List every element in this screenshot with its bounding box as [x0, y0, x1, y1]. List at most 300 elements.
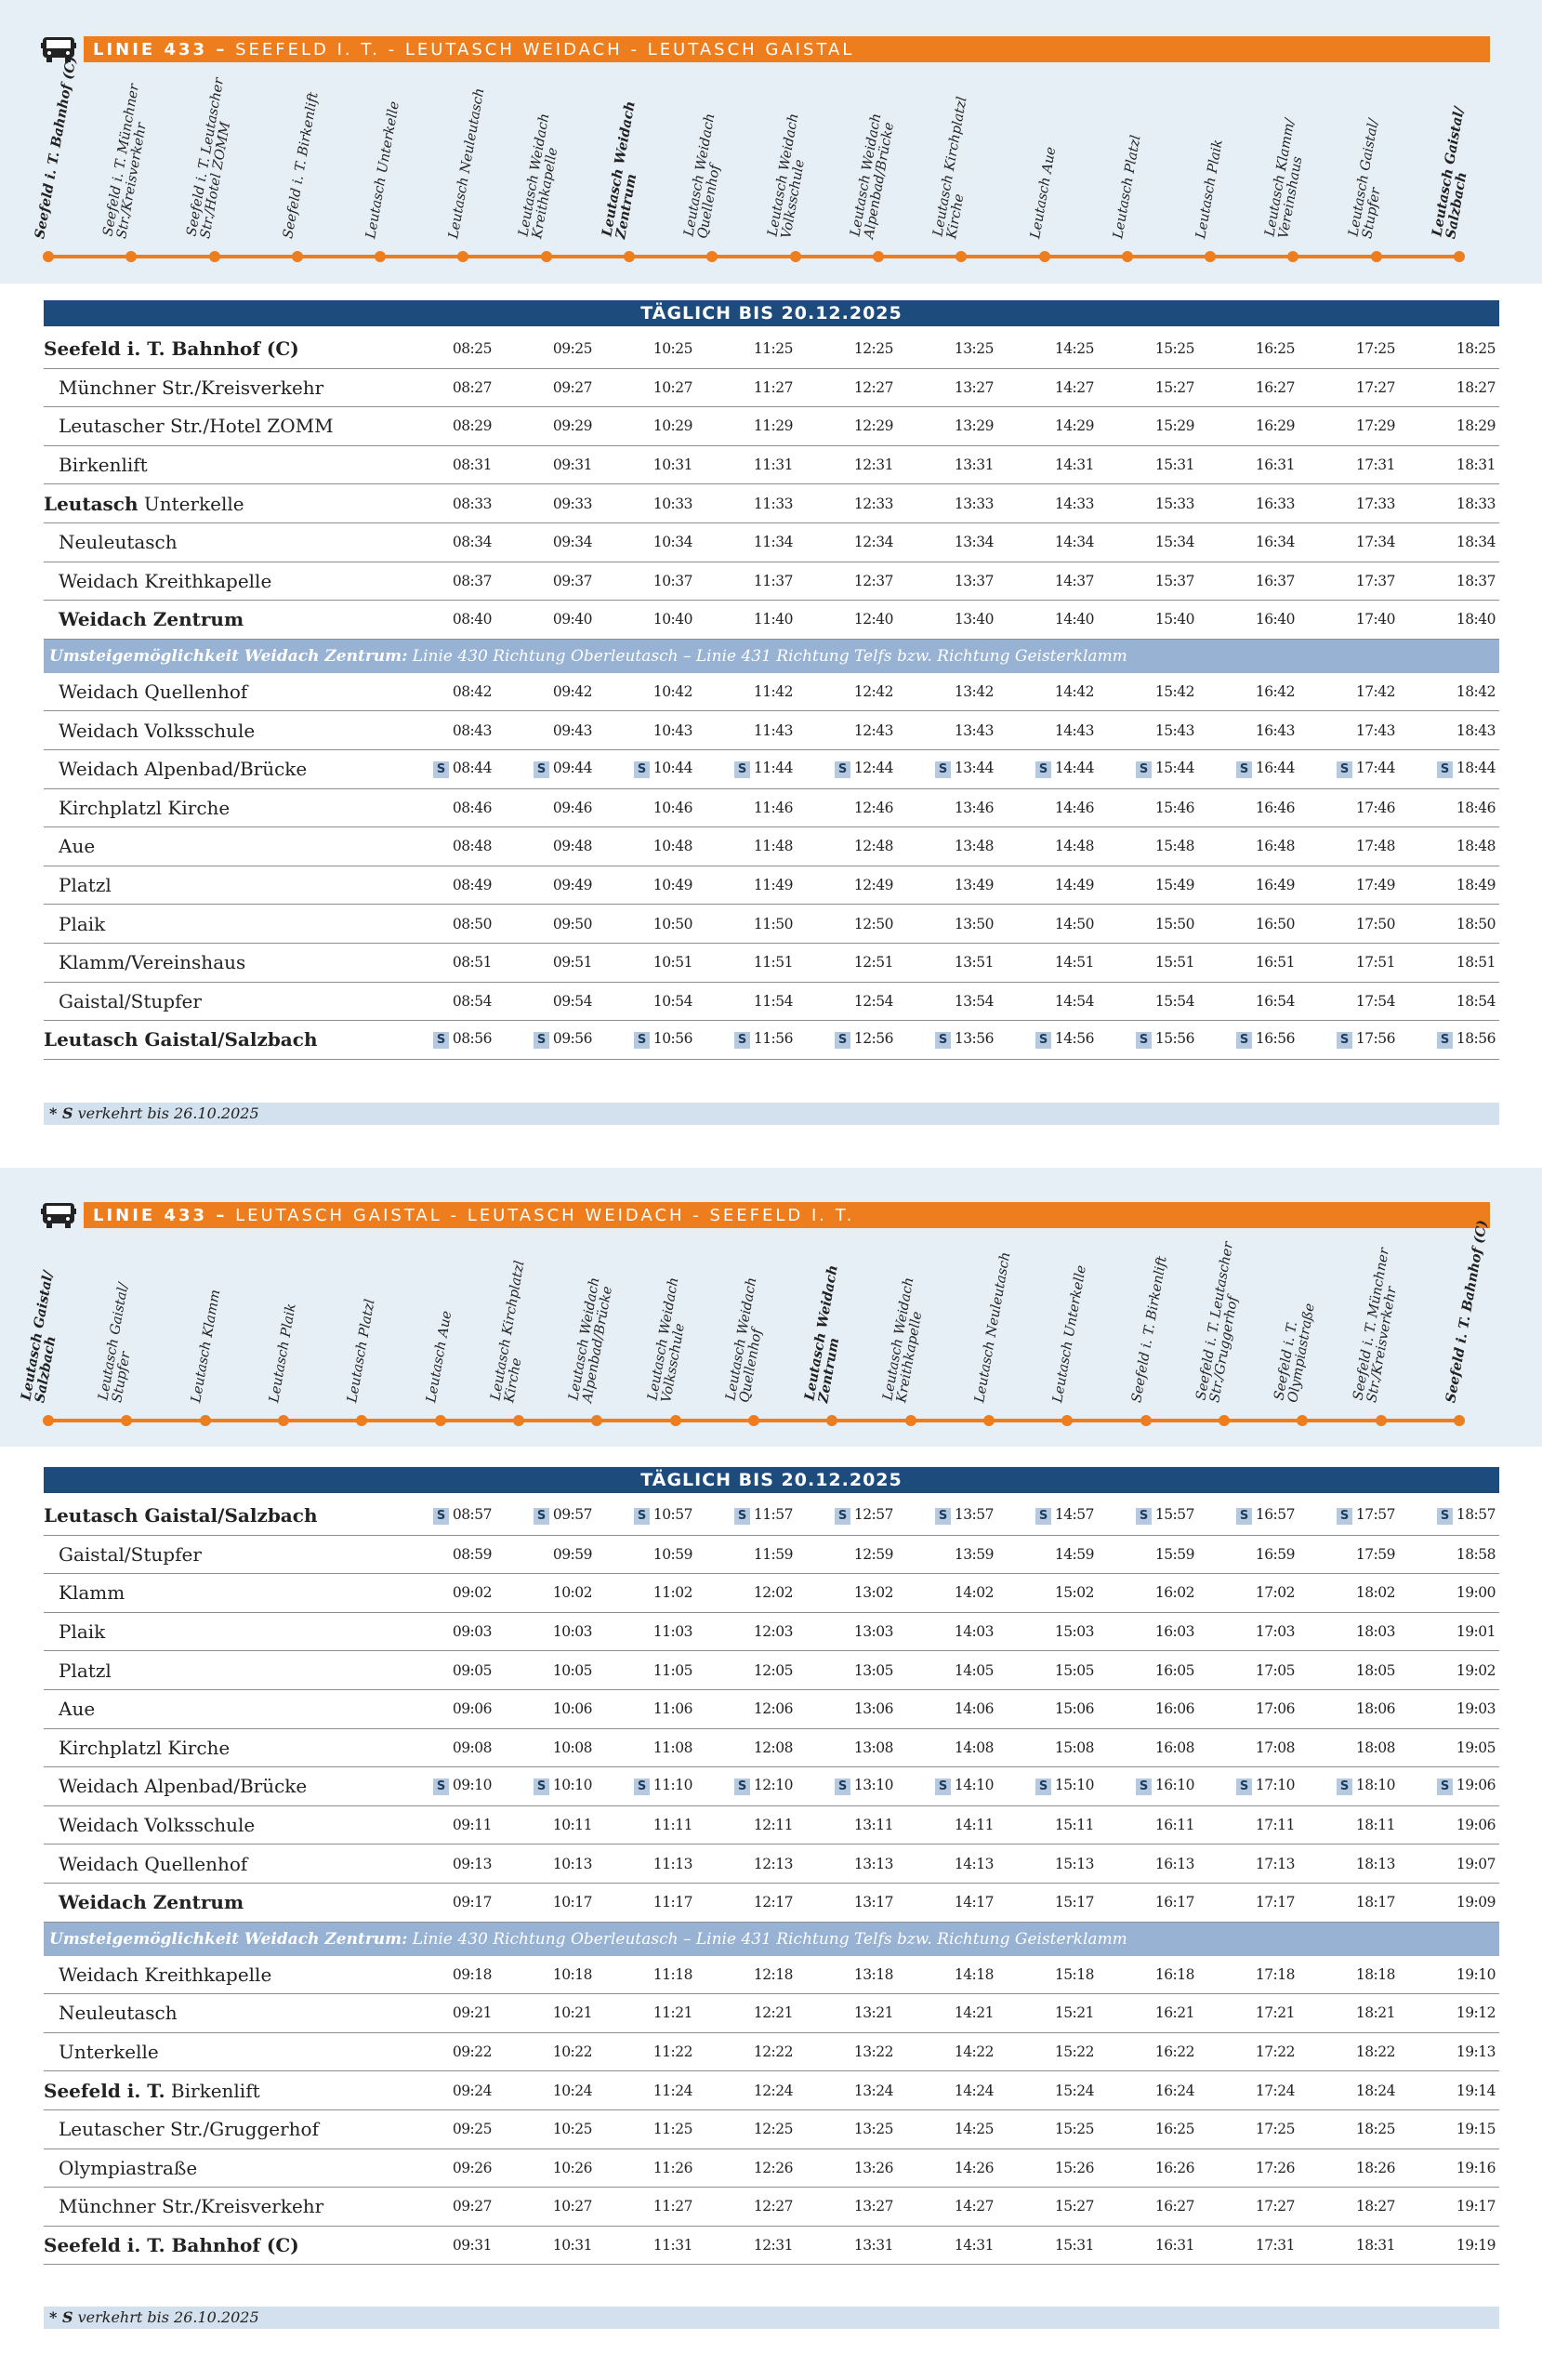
time-cell [696, 827, 797, 866]
departure-time: 11:31 [652, 2236, 692, 2254]
stop-name-bold: Leutasch Gaistal/Salzbach [44, 1504, 318, 1527]
time-cell [797, 1612, 897, 1651]
departure-time: 09:18 [452, 1965, 492, 1983]
departure-time: 12:54 [853, 992, 893, 1010]
departure-time: 08:48 [452, 838, 492, 855]
time-cell [897, 1805, 997, 1844]
departure-time: 11:25 [652, 2121, 692, 2138]
stop-dot [1454, 251, 1465, 262]
departure-time: 14:48 [1054, 838, 1094, 855]
departure-time: 10:27 [652, 378, 692, 396]
time-cell [495, 484, 596, 523]
departure-time: 13:25 [954, 340, 994, 358]
time-cell [1298, 1497, 1399, 1535]
time-cell [1399, 2188, 1499, 2227]
departure-time: 11:49 [753, 877, 793, 894]
stop-name-bold: Seefeld i. T. [44, 2079, 165, 2102]
time-cell [897, 601, 997, 640]
departure-time: 13:31 [954, 456, 994, 474]
departure-time: 15:31 [1054, 2236, 1094, 2254]
table-row [44, 1883, 1499, 1922]
departure-time: 16:54 [1255, 992, 1295, 1010]
time-cell [1098, 445, 1198, 484]
departure-time: 14:34 [1054, 534, 1094, 551]
s-badge: S [935, 761, 951, 778]
s-badge: S [1437, 1032, 1453, 1049]
departure-time: 18:10 [1355, 1777, 1395, 1794]
time-cell [997, 905, 1098, 944]
departure-time: 14:54 [1054, 992, 1094, 1010]
time-cell [897, 2149, 997, 2188]
departure-time: 16:06 [1154, 1700, 1194, 1718]
departure-time: 09:11 [452, 1817, 492, 1834]
departure-time: 10:25 [652, 340, 692, 358]
time-cell [1198, 1956, 1298, 1994]
time-cell [797, 1021, 897, 1060]
departure-time: 14:51 [1054, 954, 1094, 972]
time-cell [1198, 407, 1298, 446]
time-cell [1198, 1497, 1298, 1535]
table-row [44, 2032, 1499, 2071]
table-row [44, 1689, 1499, 1728]
time-cell [1298, 2149, 1399, 2188]
departure-time: 18:40 [1456, 611, 1496, 628]
time-cell [1198, 1883, 1298, 1922]
stop-name: Leutasch Aue [423, 1309, 455, 1404]
time-cell [696, 2032, 797, 2071]
stop-label [188, 1209, 226, 1404]
time-cell [997, 1728, 1098, 1767]
section-inbound [0, 1168, 1542, 2376]
time-cell [696, 1021, 797, 1060]
time-cell [596, 1956, 696, 1994]
departure-time: 15:42 [1154, 683, 1194, 701]
stop-dot [1039, 251, 1050, 262]
departure-time: 08:43 [452, 721, 492, 739]
departure-time: 08:25 [452, 340, 492, 358]
stop-name: Weidach Kreithkapelle [59, 1963, 272, 1986]
time-cell [897, 711, 997, 750]
departure-time: 15:31 [1154, 456, 1194, 474]
departure-time: 18:29 [1456, 417, 1496, 435]
departure-time: 17:40 [1355, 611, 1395, 628]
stop-name: Kirchplatzl Kirche [59, 796, 231, 819]
time-cell [1298, 407, 1399, 446]
footnote [44, 1103, 1499, 1125]
departure-time: 15:51 [1154, 954, 1194, 972]
table-row [44, 1535, 1499, 1574]
departure-time: 09:21 [452, 2004, 492, 2022]
time-cell [596, 2226, 696, 2265]
time-cell [1399, 2226, 1499, 2265]
departure-time: 16:17 [1154, 1894, 1194, 1911]
time-cell [997, 1651, 1098, 1690]
departure-time: 15:34 [1154, 534, 1194, 551]
stop-name: Seefeld i. T. Bahnhof (C) [32, 55, 80, 241]
departure-time: 11:21 [652, 2004, 692, 2022]
departure-time: 15:48 [1154, 838, 1194, 855]
time-cell [797, 1497, 897, 1535]
departure-time: 09:26 [452, 2159, 492, 2176]
departure-time: 13:54 [954, 992, 994, 1010]
time-cell [897, 1728, 997, 1767]
time-cell [395, 749, 495, 788]
departure-time: 13:51 [954, 954, 994, 972]
time-cell [596, 1574, 696, 1613]
departure-time: 19:07 [1456, 1855, 1496, 1872]
departure-time: 08:44 [452, 760, 492, 777]
departure-time: 12:49 [853, 877, 893, 894]
departure-time: 11:31 [753, 456, 793, 474]
time-cell [596, 982, 696, 1021]
stop-cell [44, 2071, 395, 2110]
departure-time: 08:29 [452, 417, 492, 435]
departure-time: 17:29 [1355, 417, 1395, 435]
departure-time: 09:06 [452, 1700, 492, 1718]
stop-cell [44, 522, 395, 562]
departure-time: 15:26 [1054, 2159, 1094, 2176]
stop-dot [1371, 251, 1382, 262]
departure-time: 09:59 [552, 1545, 592, 1563]
time-cell [1298, 866, 1399, 905]
departure-time: 16:13 [1154, 1855, 1194, 1872]
time-cell [797, 1689, 897, 1728]
time-cell [897, 749, 997, 788]
time-cell [596, 711, 696, 750]
departure-time: 17:17 [1255, 1894, 1295, 1911]
stop-cell [44, 1574, 395, 1613]
footnote-text: verkehrt bis 26.10.2025 [72, 2308, 259, 2326]
time-cell [997, 1805, 1098, 1844]
time-cell [1098, 905, 1198, 944]
departure-time: 11:05 [652, 1661, 692, 1679]
time-cell [1298, 982, 1399, 1021]
departure-time: 13:49 [954, 877, 994, 894]
departure-time: 12:13 [753, 1855, 793, 1872]
time-cell [495, 2109, 596, 2149]
stop-label [566, 1209, 617, 1404]
departure-time: 12:40 [853, 611, 893, 628]
time-cell [1399, 1535, 1499, 1574]
stop-name: Leutasch Plaik [267, 1302, 299, 1404]
departure-time: 12:21 [753, 2004, 793, 2022]
time-cell [395, 1497, 495, 1535]
time-cell [1298, 1994, 1399, 2033]
s-badge: S [433, 761, 449, 778]
departure-time: 19:06 [1456, 1817, 1496, 1834]
stop-name-bold: Weidach Zentrum [59, 1891, 244, 1914]
stop-name: Seefeld i. T. Münchner Str./Kreisverkehr [1351, 1247, 1400, 1404]
departure-time: 15:49 [1154, 877, 1194, 894]
departure-time: 11:11 [652, 1817, 692, 1834]
stop-name: Gaistal/Stupfer [59, 989, 202, 1012]
time-cell [1098, 2071, 1198, 2110]
departure-time: 10:37 [652, 572, 692, 589]
time-cell [997, 1535, 1098, 1574]
stop-cell [44, 1728, 395, 1767]
departure-time: 12:25 [753, 2121, 793, 2138]
stop-dot [670, 1415, 681, 1426]
time-cell [395, 1728, 495, 1767]
time-cell [1098, 1497, 1198, 1535]
departure-time: 15:29 [1154, 417, 1194, 435]
departure-time: 09:17 [452, 1894, 492, 1911]
time-cell [997, 1021, 1098, 1060]
route-stops [0, 1168, 1542, 1447]
time-cell [997, 1767, 1098, 1806]
time-cell [897, 982, 997, 1021]
time-cell [495, 1883, 596, 1922]
departure-time: 13:33 [954, 495, 994, 512]
time-cell [495, 2149, 596, 2188]
departure-time: 12:03 [753, 1623, 793, 1641]
time-cell [1298, 673, 1399, 711]
time-cell [797, 2109, 897, 2149]
departure-time: 11:54 [753, 992, 793, 1010]
table-row [44, 1844, 1499, 1884]
departure-time: 15:05 [1054, 1661, 1094, 1679]
time-cell [495, 905, 596, 944]
stop-name: Seefeld i. T. Birkenlift [1128, 1255, 1170, 1404]
time-cell [1098, 1651, 1198, 1690]
transfer-note-row [44, 639, 1499, 673]
time-cell [1399, 982, 1499, 1021]
time-cell [596, 673, 696, 711]
s-badge: S [935, 1032, 951, 1049]
departure-time: 13:18 [853, 1965, 893, 1983]
departure-time: 14:43 [1054, 721, 1094, 739]
departure-time: 14:17 [954, 1894, 994, 1911]
departure-time: 15:46 [1154, 799, 1194, 816]
time-cell [495, 601, 596, 640]
stop-cell [44, 1805, 395, 1844]
time-cell [897, 943, 997, 982]
time-cell [395, 522, 495, 562]
departure-time: 17:48 [1355, 838, 1395, 855]
time-cell [596, 1728, 696, 1767]
departure-time: 18:34 [1456, 534, 1496, 551]
table-row [44, 1956, 1499, 1994]
stop-name: Seefeld i. T. Bahnhof (C) [1443, 1219, 1491, 1405]
stop-label [765, 45, 816, 240]
departure-time: 09:49 [552, 877, 592, 894]
time-cell [1399, 1497, 1499, 1535]
time-cell [997, 522, 1098, 562]
stop-name: Gaistal/Stupfer [59, 1542, 202, 1566]
table-row [44, 1994, 1499, 2033]
departure-time: 18:22 [1355, 2043, 1395, 2061]
departure-time: 08:57 [452, 1506, 492, 1524]
departure-time: 10:08 [552, 1739, 592, 1756]
time-cell [1098, 330, 1198, 368]
departure-time: 16:43 [1255, 721, 1295, 739]
time-cell [395, 1535, 495, 1574]
time-cell [1098, 827, 1198, 866]
departure-time: 17:13 [1255, 1855, 1295, 1872]
s-badge: S [1337, 1508, 1352, 1525]
departure-time: 10:21 [552, 2004, 592, 2022]
time-cell [395, 866, 495, 905]
table-row [44, 943, 1499, 982]
stop-label [1050, 1209, 1090, 1404]
stop-name: Leutasch Weidach Quellenhof [681, 112, 724, 240]
time-cell [897, 445, 997, 484]
departure-time: 14:10 [954, 1777, 994, 1794]
departure-time: 09:56 [552, 1030, 592, 1048]
time-cell [1098, 1883, 1198, 1922]
stop-name: Leutasch Weidach Kreithkapelle [516, 112, 560, 240]
time-cell [1198, 982, 1298, 1021]
departure-time: 10:54 [652, 992, 692, 1010]
time-cell [696, 1767, 797, 1806]
s-badge: S [835, 1778, 850, 1795]
stop-name: Platzl [59, 874, 112, 897]
time-cell [1098, 368, 1198, 407]
table-row [44, 2149, 1499, 2188]
departure-time: 14:02 [954, 1584, 994, 1602]
time-cell [395, 2188, 495, 2227]
time-cell [897, 330, 997, 368]
departure-time: 17:49 [1355, 877, 1395, 894]
time-cell [495, 2032, 596, 2071]
stop-dot [790, 251, 801, 262]
time-cell [696, 1805, 797, 1844]
departure-time: 12:48 [853, 838, 893, 855]
time-cell [596, 407, 696, 446]
time-cell [495, 827, 596, 866]
departure-time: 14:40 [1054, 611, 1094, 628]
departure-time: 14:31 [1054, 456, 1094, 474]
stop-label [267, 1209, 304, 1404]
stop-name: Seefeld i. T. Leutascher Str./Gruggerhof [1193, 1240, 1242, 1404]
stop-dot [457, 251, 468, 262]
departure-time: 18:42 [1456, 683, 1496, 701]
stop-cell [44, 749, 395, 788]
stop-label [1027, 45, 1065, 240]
stop-dot [435, 1415, 446, 1426]
departure-time: 09:48 [552, 838, 592, 855]
route-name: SEEFELD I. T. - LEUTASCH WEIDACH - LEUTASCH GAISTAL [235, 39, 855, 60]
departure-time: 18:37 [1456, 572, 1496, 589]
time-cell [395, 1883, 495, 1922]
s-badge: S [1437, 1778, 1453, 1795]
stop-dot [121, 1415, 132, 1426]
departure-time: 14:59 [1054, 1545, 1094, 1563]
time-cell [696, 407, 797, 446]
departure-time: 12:46 [853, 799, 893, 816]
time-cell [395, 2226, 495, 2265]
time-cell [997, 2188, 1098, 2227]
time-cell [495, 943, 596, 982]
departure-time: 08:37 [452, 572, 492, 589]
departure-time: 15:03 [1054, 1623, 1094, 1641]
departure-time: 10:13 [552, 1855, 592, 1872]
time-cell [1198, 2188, 1298, 2227]
departure-time: 17:25 [1255, 2121, 1295, 2138]
time-cell [696, 445, 797, 484]
time-cell [897, 1883, 997, 1922]
time-cell [797, 749, 897, 788]
time-cell [596, 1689, 696, 1728]
time-cell [1399, 905, 1499, 944]
section-outbound [0, 0, 1542, 1139]
time-cell [395, 2149, 495, 2188]
stop-label [516, 45, 567, 240]
departure-time: 14:25 [1054, 340, 1094, 358]
departure-time: 13:50 [954, 915, 994, 932]
time-cell [897, 2188, 997, 2227]
table-row [44, 1021, 1499, 1060]
time-cell [395, 1651, 495, 1690]
stop-label [1272, 1209, 1323, 1404]
departure-time: 15:25 [1154, 340, 1194, 358]
time-cell [1098, 1612, 1198, 1651]
time-cell [1298, 601, 1399, 640]
time-cell [495, 368, 596, 407]
departure-time: 11:46 [753, 799, 793, 816]
s-badge: S [634, 1508, 650, 1525]
time-cell [897, 1574, 997, 1613]
time-cell [997, 2109, 1098, 2149]
departure-time: 17:31 [1255, 2236, 1295, 2254]
departure-time: 17:24 [1255, 2082, 1295, 2099]
time-cell [997, 484, 1098, 523]
transfer-note-text: Linie 430 Richtung Oberleutasch – Linie 431 Richtung Telfs bzw. Richtung Geisterklamm [407, 646, 1127, 666]
departure-time: 08:34 [452, 534, 492, 551]
departure-time: 11:50 [753, 915, 793, 932]
time-cell [495, 866, 596, 905]
departure-time: 15:44 [1154, 760, 1194, 777]
departure-time: 09:29 [552, 417, 592, 435]
stop-name: Leutasch Gaistal/ Salzbach [1429, 105, 1470, 241]
departure-time: 17:22 [1255, 2043, 1295, 2061]
stop-cell [44, 1994, 395, 2033]
stop-label [1128, 1209, 1170, 1404]
time-cell [596, 1805, 696, 1844]
time-cell [1098, 1574, 1198, 1613]
time-cell [596, 2149, 696, 2188]
time-cell [596, 1844, 696, 1884]
departure-time: 18:26 [1355, 2159, 1395, 2176]
s-badge: S [1136, 1032, 1152, 1049]
time-cell [596, 905, 696, 944]
time-cell [1198, 445, 1298, 484]
time-cell [797, 982, 897, 1021]
time-cell [1198, 2149, 1298, 2188]
departure-time: 10:05 [552, 1661, 592, 1679]
time-cell [1399, 2032, 1499, 2071]
departure-time: 16:50 [1255, 915, 1295, 932]
s-badge: S [1236, 761, 1252, 778]
departure-time: 13:06 [853, 1700, 893, 1718]
stop-label [645, 1209, 696, 1404]
time-cell [897, 407, 997, 446]
departure-time: 19:15 [1456, 2121, 1496, 2138]
stop-name: Leutasch Kirchplatzl Kirche [930, 95, 970, 240]
time-cell [596, 1612, 696, 1651]
stop-name: Klamm/Vereinshaus [59, 951, 246, 974]
time-cell [495, 1612, 596, 1651]
time-cell [1198, 788, 1298, 827]
table-row [44, 330, 1499, 368]
time-cell [1399, 1767, 1499, 1806]
departure-time: 14:37 [1054, 572, 1094, 589]
transfer-note-text: Linie 430 Richtung Oberleutasch – Linie 431 Richtung Telfs bzw. Richtung Geisterklamm [407, 1929, 1127, 1949]
departure-time: 14:22 [954, 2043, 994, 2061]
stop-name: Kirchplatzl Kirche [59, 1736, 231, 1759]
departure-time: 15:40 [1154, 611, 1194, 628]
stop-name: Leutasch Unterkelle [363, 99, 403, 240]
